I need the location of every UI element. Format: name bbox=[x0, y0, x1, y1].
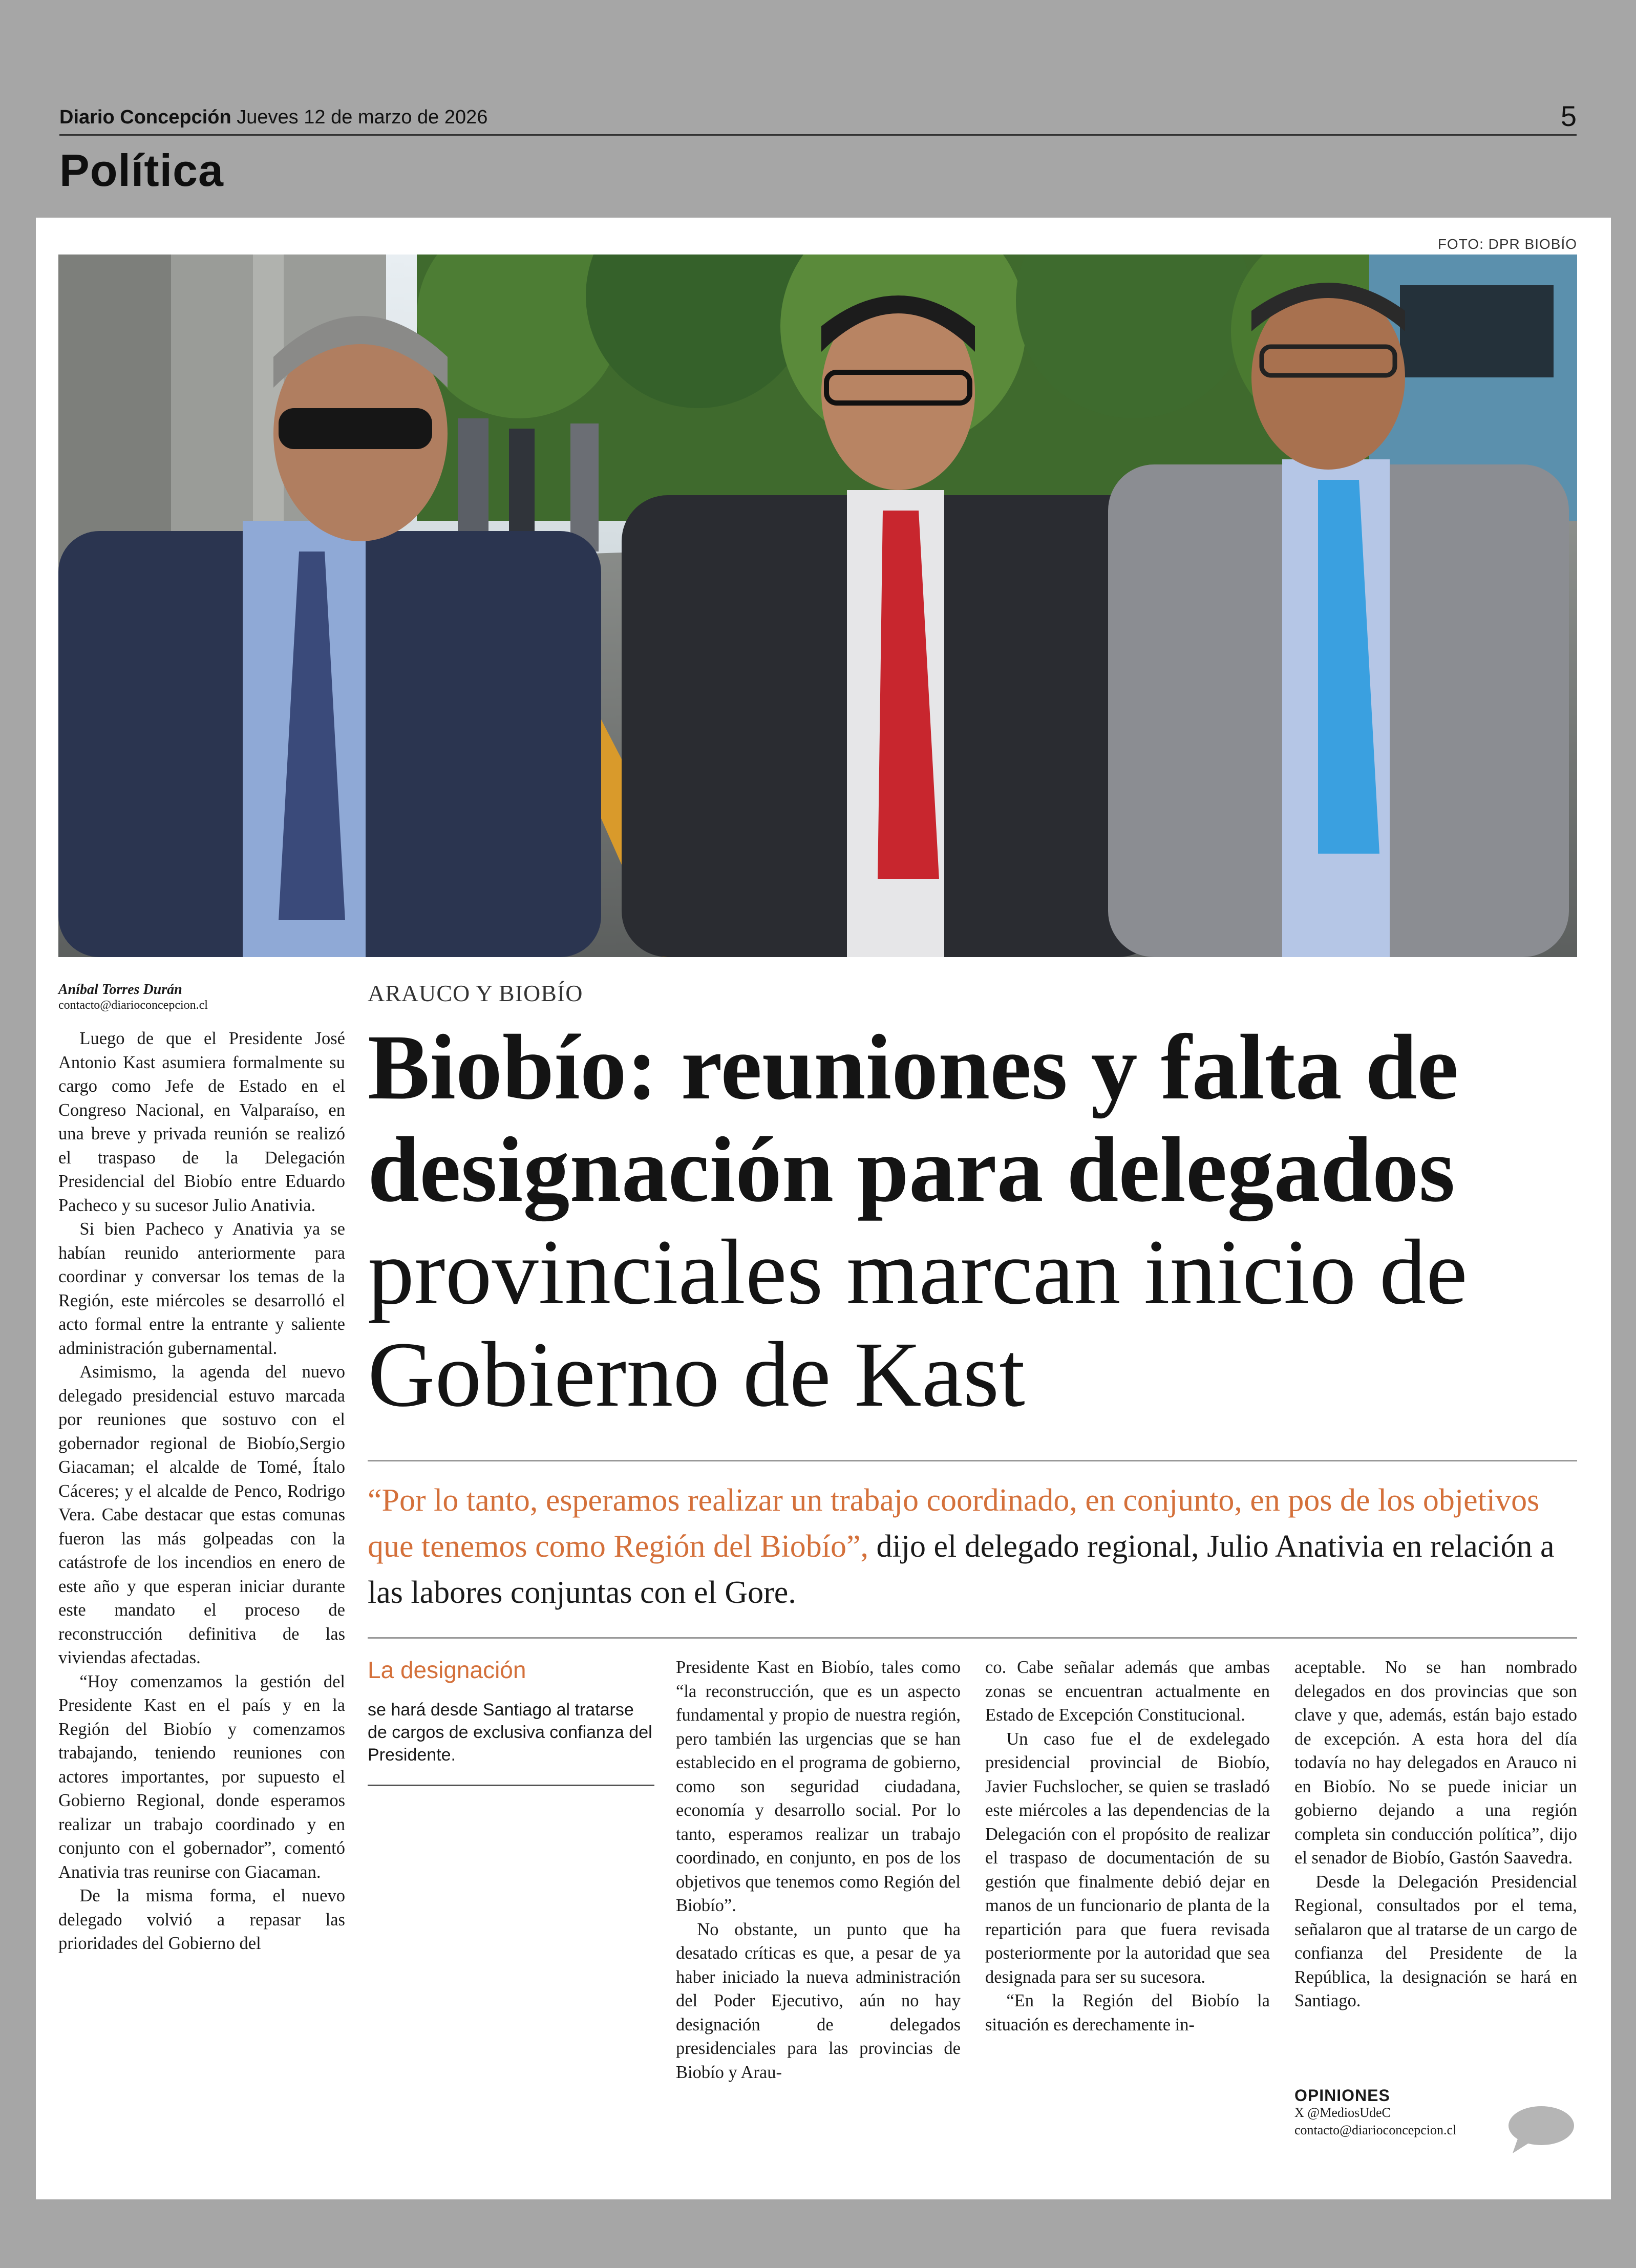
article-column-2 bbox=[676, 1656, 961, 2084]
paragraph: “Hoy comenzamos la gestión del Presidente Kast en el país y en la Región del Biobío y comenzamos trabajando, teniendo reuniones con actores importantes, por supuesto el Gobierno Regional, donde esperamos realizar un trabajo coordinado y en conjunto con el gobernador”, comentó Anativia tras reunirse con Giacaman. bbox=[58, 1671, 345, 1882]
article-headline bbox=[368, 1016, 1561, 1426]
article-column-3 bbox=[985, 1656, 1270, 2037]
headline-line: Biobío: reuniones y falta de bbox=[368, 1016, 1459, 1119]
sidebar-box-body: se hará desde Santiago al tratarse de cargos de exclusiva confianza del Presidente. bbox=[368, 1700, 652, 1765]
article-sheet bbox=[36, 218, 1611, 2199]
pull-quote-attribution: dijo el delegado regional, Julio Anativia en relación a las labores conjuntas con el Gore. bbox=[368, 1529, 1555, 1610]
masthead bbox=[59, 107, 487, 129]
headline-line: provinciales marcan inicio de bbox=[368, 1221, 1468, 1324]
opinions-footer bbox=[1294, 2087, 1577, 2139]
article-kicker: ARAUCO Y BIOBÍO bbox=[368, 980, 583, 1006]
photo-credit: FOTO: DPR BIOBÍO bbox=[1437, 236, 1577, 252]
paragraph: aceptable. No se han nombrado delegados en dos provincias que son clave y que, además, están bajo estado de excepción. A esta hora del día todavía no hay delegados en Arauco ni en Biobío. No se puede iniciar un gobierno dejando a una región completa sin conducción política”, dijo el senador de Biobío, Gastón Saavedra. bbox=[1294, 1658, 1577, 1868]
opinions-label: OPINIONES bbox=[1294, 2086, 1390, 2105]
pull-quote-text: “Por lo tanto, esperamos realizar un trabajo coordinado, en conjunto, en pos de los objetivos que tenemos como Región del Biobío”, bbox=[368, 1483, 1540, 1564]
speech-bubble-icon bbox=[1503, 2104, 1575, 2160]
pull-quote bbox=[368, 1477, 1577, 1616]
paragraph: Asimismo, la agenda del nuevo delegado presidencial estuvo marcada por reuniones que sostuvo con el gobernador regional de Biobío,Sergio Giacaman; el alcalde de Tomé, Ítalo Cáceres; y el alcalde de Penco, Rodrigo Vera. Cabe destacar que estas comunas fueron las más golpeadas con la catástrofe de los incendios en enero de este año y que esperan iniciar durante este mandato el proceso de reconstrucción definitiva de las viviendas afectadas. bbox=[58, 1362, 345, 1667]
paragraph: co. Cabe señalar además que ambas zonas se encuentran actualmente en Estado de Excepción Constitucional. bbox=[985, 1658, 1270, 1725]
divider bbox=[368, 1460, 1577, 1461]
paragraph: “En la Región del Biobío la situación es derechamente in- bbox=[985, 1991, 1270, 2034]
divider bbox=[368, 1785, 654, 1786]
paragraph: Presidente Kast en Biobío, tales como “la reconstrucción, que es un aspecto fundamental y propio de nuestra región, pero también las urgencias que se han establecido en el programa de gobierno, como son seguridad ciudadana, economía y desarrollo social. Por lo tanto, esperamos realizar un trabajo coordinado, en conjunto, en pos de los objetivos que tenemos como Región del Biobío”. bbox=[676, 1658, 961, 1915]
social-handle: X @MediosUdeC bbox=[1294, 2105, 1391, 2120]
byline bbox=[58, 982, 345, 1012]
article-photo bbox=[58, 255, 1577, 957]
paragraph: Luego de que el Presidente José Antonio Kast asumiera formalmente su cargo como Jefe de Estado en el Congreso Nacional, en Valparaíso, en una breve y privada reunión se realizó el traspaso de la Delegación Presidencial del Biobío entre Eduardo Pacheco y su sucesor Julio Anativia. bbox=[58, 1029, 345, 1215]
paragraph: De la misma forma, el nuevo delegado volvió a repasar las prioridades del Gobierno del bbox=[58, 1886, 345, 1953]
headline-line: Gobierno de Kast bbox=[368, 1323, 1025, 1426]
masthead-divider bbox=[59, 134, 1577, 136]
paragraph: No obstante, un punto que ha desatado críticas es que, a pesar de ya haber iniciado la nueva administración del Poder Ejecutivo, aún no hay designación de delegados presidenciales para las provincias de Biobío y Arau- bbox=[676, 1919, 961, 2082]
paragraph: Si bien Pacheco y Anativia ya se habían reunido anteriormente para coordinar y conversar los temas de la Región, este miércoles se desarrolló el acto formal entre la entrante y saliente administración gubernamental. bbox=[58, 1219, 345, 1358]
divider bbox=[368, 1637, 1577, 1639]
contact-email: contacto@diarioconcepcion.cl bbox=[1294, 2123, 1457, 2137]
section-title: Política bbox=[59, 145, 224, 196]
article-column-4 bbox=[1294, 1656, 1577, 2013]
street-scene-illustration bbox=[58, 255, 1577, 957]
sidebar-box-title: La designación bbox=[368, 1657, 526, 1683]
newspaper-name: Diario Concepción bbox=[59, 107, 231, 128]
article-column-1 bbox=[58, 1027, 345, 1956]
sidebar-box bbox=[368, 1655, 654, 1786]
page-number: 5 bbox=[1560, 100, 1577, 132]
headline-line: designación para delegados bbox=[368, 1118, 1455, 1221]
author-email: contacto@diarioconcepcion.cl bbox=[58, 999, 208, 1012]
author-name: Aníbal Torres Durán bbox=[58, 982, 182, 998]
issue-date: Jueves 12 de marzo de 2026 bbox=[237, 107, 488, 128]
paragraph: Un caso fue el de exdelegado presidencial provincial de Biobío, Javier Fuchslocher, se quien se trasladó este miércoles a las dependencias de la Delegación con el propósito de realizar el traspaso de documentación de su gestión que finalmente debió dejar en manos de un funcionario de planta de la repartición para que fuera revisada posteriormente por la autoridad que sea designada para ser su sucesora. bbox=[985, 1729, 1270, 1987]
paragraph: Desde la Delegación Presidencial Regional, consultados por el tema, señalaron que al tratarse de un cargo de confianza del Presidente de la República, la designación se hará en Santiago. bbox=[1294, 1872, 1577, 2010]
